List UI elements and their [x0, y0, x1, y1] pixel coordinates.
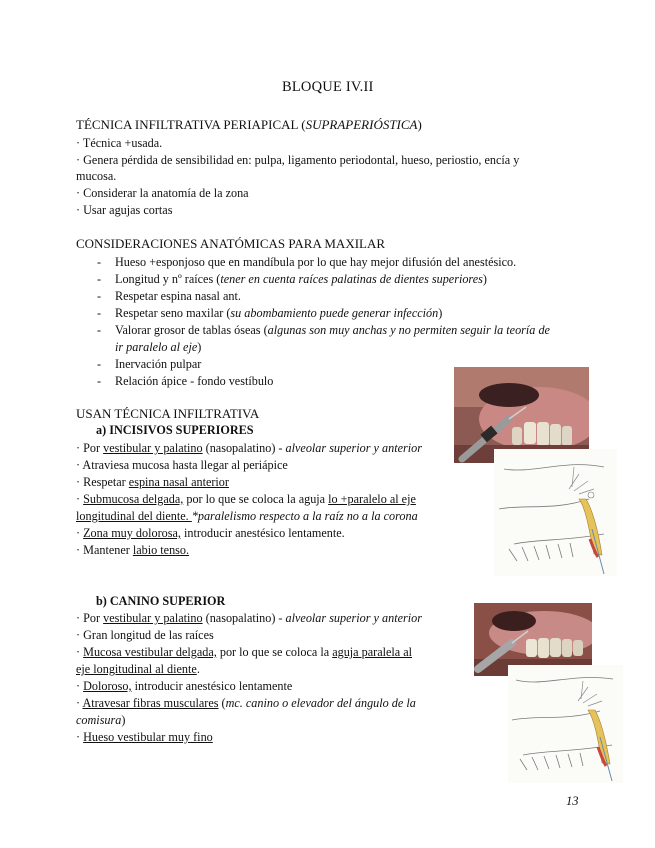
list-item-continuation: [76, 508, 418, 524]
t: por lo que se coloca la aguja: [183, 492, 329, 506]
canine-anatomy-sketch: [508, 665, 623, 783]
list-item: Hueso +esponjoso que en mandíbula por lo que hay mejor difusión del anestésico.: [115, 255, 517, 269]
item-text: Respetar seno maxilar (: [115, 306, 231, 320]
list-item: [76, 644, 412, 660]
list-item: [76, 525, 345, 541]
list-item-continuation: [76, 661, 200, 677]
t: ·: [76, 645, 84, 659]
t: · Mantener: [76, 543, 133, 557]
item-close: ): [197, 340, 202, 354]
t: ·: [76, 526, 84, 540]
t-u: espina nasal anterior: [128, 475, 229, 489]
list-item: [115, 305, 442, 321]
t-i: comisura: [76, 713, 122, 727]
t: (nasopalatino) -: [202, 611, 286, 625]
item-italic: su abombamiento puede generar infección: [230, 306, 439, 320]
t-i: *paralelismo respecto a la raíz no a la corona: [191, 509, 418, 523]
item-text: Valorar grosor de tablas óseas (: [115, 323, 268, 337]
subheading-incisivos: a) INCISIVOS SUPERIORES: [96, 423, 254, 437]
t-u: Zona muy dolorosa,: [83, 526, 181, 540]
t: · Por: [76, 611, 104, 625]
t-u: Doloroso,: [83, 679, 132, 693]
dash-bullet: -: [97, 255, 102, 269]
incisor-sketch-drawing: [494, 449, 617, 576]
section-heading-periapical: [76, 117, 422, 133]
heading-text: TÉCNICA INFILTRATIVA PERIAPICAL (: [76, 117, 306, 132]
t: ·: [76, 730, 84, 744]
list-item: Relación ápice - fondo vestíbulo: [115, 374, 274, 388]
t: (: [218, 696, 226, 710]
list-item: [76, 610, 422, 626]
t-u: vestibular y palatino: [103, 441, 203, 455]
dash-bullet: -: [97, 323, 102, 337]
list-item: · Considerar la anatomía de la zona: [76, 186, 249, 200]
list-item: [76, 542, 189, 558]
list-item: Respetar espina nasal ant.: [115, 289, 241, 303]
t: · Respetar: [76, 475, 129, 489]
t-u: Submucosa delgada,: [83, 492, 184, 506]
t: ): [121, 713, 126, 727]
incisor-anatomy-sketch: [494, 449, 617, 576]
list-item: · Técnica +usada.: [76, 136, 163, 150]
list-item-continuation: [115, 339, 201, 355]
t-u: Mucosa vestibular delgada,: [83, 645, 217, 659]
subheading-canino: b) CANINO SUPERIOR: [96, 594, 226, 608]
t-u: vestibular y palatino: [103, 611, 203, 625]
dash-bullet: -: [97, 374, 102, 388]
list-item: · Usar agujas cortas: [76, 203, 173, 217]
item-italic: ir paralelo al eje: [115, 340, 198, 354]
list-item: mucosa.: [76, 169, 117, 183]
t: introducir anestésico lentamente.: [180, 526, 345, 540]
dash-bullet: -: [97, 357, 102, 371]
page-number: 13: [566, 794, 579, 808]
list-item: [76, 440, 422, 456]
t: ·: [76, 696, 83, 710]
dash-bullet: -: [97, 306, 102, 320]
page-title: BLOQUE IV.II: [282, 79, 374, 95]
t: ·: [76, 492, 84, 506]
t: (nasopalatino) -: [202, 441, 286, 455]
t: introducir anestésico lentamente: [131, 679, 293, 693]
list-item: · Gran longitud de las raíces: [76, 628, 214, 642]
section-heading-maxilar: CONSIDERACIONES ANATÓMICAS PARA MAXILAR: [76, 236, 386, 251]
list-item: [76, 695, 416, 711]
t-u: Atravesar fibras musculares: [82, 696, 219, 710]
list-item: · Atraviesa mucosa hasta llegar al periápice: [76, 458, 288, 472]
list-item: · Genera pérdida de sensibilidad en: pulpa, ligamento periodontal, hueso, periostio, encía y: [76, 153, 520, 167]
list-item: [115, 271, 487, 287]
t-u: Hueso vestibular muy fino: [83, 730, 213, 744]
item-close: ): [438, 306, 443, 320]
section-heading-infiltrativa: USAN TÉCNICA INFILTRATIVA: [76, 406, 260, 421]
t-u: lo +paralelo al eje: [328, 492, 416, 506]
list-item: [76, 491, 416, 507]
list-item: [76, 678, 292, 694]
t-u: longitudinal del diente.: [76, 509, 192, 523]
item-italic: algunas son muy anchas y no permiten seguir la teoría de: [267, 323, 550, 337]
t: ·: [76, 679, 84, 693]
item-italic: tener en cuenta raíces palatinas de dientes superiores: [220, 272, 483, 286]
t-i: alveolar superior y anterior: [285, 441, 422, 455]
canine-sketch-drawing: [508, 665, 623, 783]
item-text: Longitud y nº raíces (: [115, 272, 221, 286]
t-i: mc. canino o elevador del ángulo de la: [225, 696, 416, 710]
heading-italic: SUPRAPERIÓSTICA: [305, 117, 418, 132]
t-u: aguja paralela al: [332, 645, 413, 659]
list-item: [76, 474, 229, 490]
t-u: labio tenso.: [132, 543, 190, 557]
t-u: eje longitudinal al diente: [76, 662, 197, 676]
t: por lo que se coloca la: [216, 645, 333, 659]
dash-bullet: -: [97, 272, 102, 286]
list-item-continuation: [76, 712, 125, 728]
t: · Por: [76, 441, 104, 455]
list-item: [76, 729, 213, 745]
item-close: ): [482, 272, 487, 286]
t: .: [196, 662, 200, 676]
dash-bullet: -: [97, 289, 102, 303]
t-i: alveolar superior y anterior: [285, 611, 422, 625]
list-item: [115, 322, 550, 338]
list-item: Inervación pulpar: [115, 357, 202, 371]
heading-close: ): [417, 117, 422, 132]
